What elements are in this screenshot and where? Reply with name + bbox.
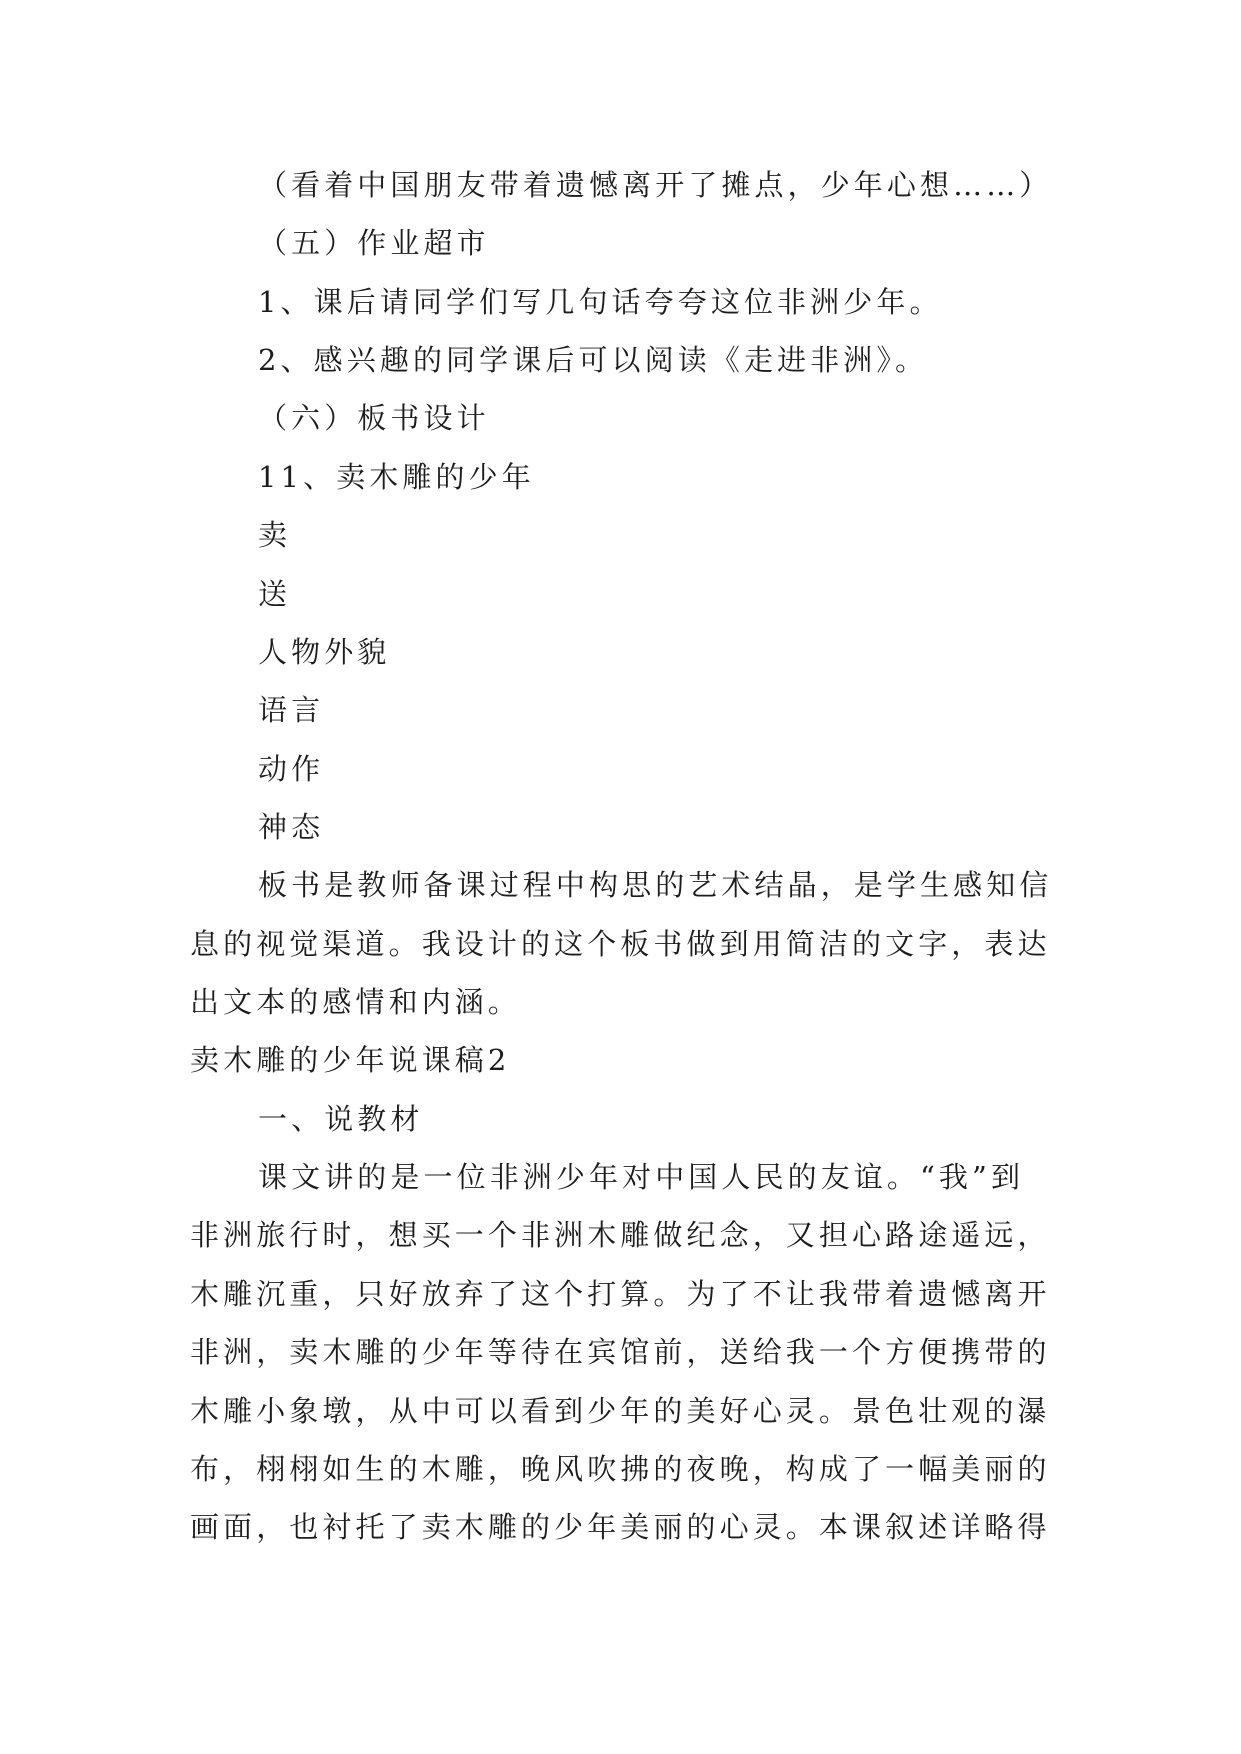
board-entry: 卖 bbox=[258, 518, 292, 553]
body-line: 非洲，卖木雕的少年等待在宾馆前，送给我一个方便携带的 bbox=[190, 1335, 1051, 1370]
homework-heading: （五）作业超市 bbox=[258, 226, 490, 261]
board-explanation-line: 板书是教师备课过程中构思的艺术结晶，是学生感知信 bbox=[258, 868, 1053, 903]
homework-item: 1、课后请同学们写几句话夸夸这位非洲少年。 bbox=[258, 284, 943, 319]
section-title: 卖木雕的少年说课稿2 bbox=[190, 1043, 511, 1078]
body-line: 画面，也衬托了卖木雕的少年美丽的心灵。本课叙述详略得 bbox=[190, 1510, 1051, 1545]
document-body bbox=[190, 156, 1070, 1557]
board-entry: 神态 bbox=[258, 809, 325, 844]
board-entry: 送 bbox=[258, 576, 292, 611]
board-entry: 语言 bbox=[258, 693, 325, 728]
board-entry: 人物外貌 bbox=[258, 634, 391, 669]
body-line: 布，栩栩如生的木雕，晚风吹拂的夜晚，构成了一幅美丽的 bbox=[190, 1451, 1051, 1486]
board-title: 11、卖木雕的少年 bbox=[258, 459, 535, 494]
homework-item: 2、感兴趣的同学课后可以阅读《走进非洲》。 bbox=[258, 343, 929, 378]
board-explanation-line: 息的视觉渠道。我设计的这个板书做到用简洁的文字，表达 bbox=[190, 926, 1051, 961]
section-heading: 一、说教材 bbox=[258, 1101, 424, 1136]
intro-line: （看着中国朋友带着遗憾离开了摊点，少年心想……） bbox=[258, 168, 1053, 202]
body-line: 木雕小象墩，从中可以看到少年的美好心灵。景色壮观的瀑 bbox=[190, 1393, 1051, 1428]
body-line: 非洲旅行时，想买一个非洲木雕做纪念，又担心路途遥远， bbox=[190, 1218, 1051, 1253]
board-explanation-line: 出文本的感情和内涵。 bbox=[190, 985, 522, 1020]
board-design-heading: （六）板书设计 bbox=[258, 401, 490, 436]
body-line: 木雕沉重，只好放弃了这个打算。为了不让我带着遗憾离开 bbox=[190, 1276, 1051, 1311]
body-line: 课文讲的是一位非洲少年对中国人民的友谊。“我”到 bbox=[258, 1160, 1025, 1195]
board-entry: 动作 bbox=[258, 751, 325, 786]
